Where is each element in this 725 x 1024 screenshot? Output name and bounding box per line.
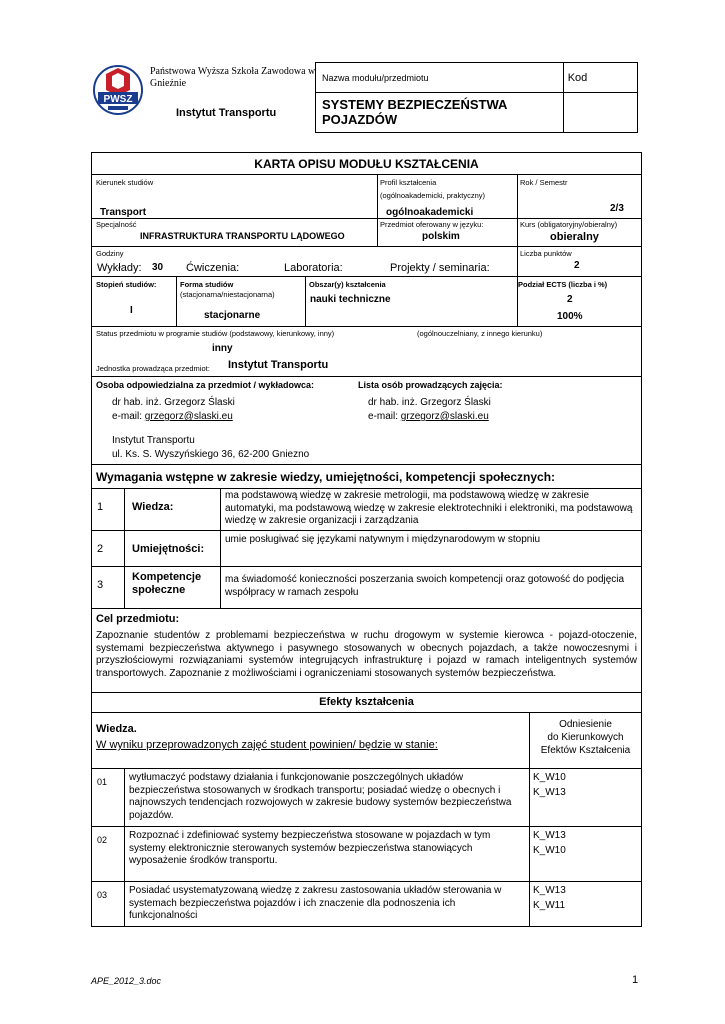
ref-line-3: Efektów Kształcenia <box>540 745 631 756</box>
requirements-title-row <box>92 465 641 489</box>
forma-value: stacjonarne <box>204 310 261 321</box>
effects-wiedza-sub: W wyniku przeprowadzonych zajęć student powinien/ będzie w stanie: <box>96 739 438 751</box>
godziny-row <box>92 247 641 277</box>
wyklady-label: Wykłady: <box>97 262 142 274</box>
effect-row-2 <box>92 827 641 882</box>
resp-email-label: e-mail: <box>112 411 143 422</box>
goal-row <box>92 609 641 693</box>
godziny-label: Godziny <box>96 249 124 258</box>
resp-email-link[interactable]: grzegorz@slaski.eu <box>144 411 233 422</box>
status-label-2: (ogólnouczelniany, z innego kierunku) <box>417 329 543 338</box>
jezyk-value: polskim <box>422 231 460 242</box>
requirement-row-1 <box>92 489 641 531</box>
requirement-row-3 <box>92 567 641 609</box>
goal-text: Zapoznanie studentów z problemami bezpieczeństwa w ruchu drogowym w systemie kierowca - pojazd-otoczenie, systemami bezpieczeństwa aktywnego i pasywnego stosowanych w obecnych pojazdach, a także nowoczesnymi i przyszłościowymi rozwiązaniami systemów integrujących infrastrukturę i pojazd w ramach inteligentnych systemów transportowych. Zapoznanie z możliwościami i ograniczeniami stosowanych systemów bezpieczeństwa. <box>96 630 637 679</box>
requirement-label: Wiedza: <box>132 501 174 513</box>
stopien-label: Stopień studiów: <box>96 280 157 289</box>
jezyk-label: Przedmiot oferowany w języku: <box>380 220 484 229</box>
requirement-label: Kompetencje społeczne <box>132 571 202 596</box>
stopien-row <box>92 277 641 327</box>
effect-num: 01 <box>97 777 108 787</box>
module-header-table <box>315 62 638 133</box>
effect-ref-2: K_W11 <box>533 900 566 911</box>
effect-text: wytłumaczyć podstawy działania i funkcjonowanie poszczególnych układów bezpieczeństwa stosowanych w środkach transportu; posiadać wiedzę o obecnych i najnowszych tendencjach rozwojowych w zakresie budowy systemów bezpieczeństwa pojazdów. <box>129 772 512 821</box>
kierunek-row <box>92 175 641 219</box>
footer-page-number: 1 <box>632 974 639 986</box>
effect-num: 03 <box>97 890 108 900</box>
goal-title: Cel przedmiotu: <box>96 613 180 625</box>
persons-row <box>92 377 641 465</box>
list-email-link[interactable]: grzegorz@slaski.eu <box>400 411 489 422</box>
requirement-num: 1 <box>97 501 104 513</box>
projekty-label: Projekty / seminaria: <box>390 262 490 274</box>
institute-name: Instytut Transportu <box>176 107 277 119</box>
jednostka-value: Instytut Transportu <box>228 359 329 371</box>
requirement-num: 2 <box>97 543 104 555</box>
list-email-line <box>368 411 489 422</box>
effect-text: Rozpoznać i zdefiniować systemy bezpieczeństwa stosowane w pojazdach w tym systemy elektronicznie sterowanych systemów bezpieczeństwa stanowiących wyposażenie środków transportu. <box>129 830 491 866</box>
card-title: KARTA OPISU MODUŁU KSZTAŁCENIA <box>254 157 479 171</box>
module-name-label: Nazwa modułu/przedmiotu <box>316 63 564 93</box>
obszar-label: Obszar(y) kształcenia <box>309 280 386 289</box>
punkty-value: 2 <box>574 260 580 271</box>
status-row <box>92 327 641 377</box>
specjalnosc-row <box>92 219 641 247</box>
jednostka-label: Jednostka prowadząca przedmiot: <box>96 364 210 373</box>
effects-header-row <box>92 713 641 769</box>
wyklady-value: 30 <box>152 262 164 273</box>
university-name: Państwowa Wyższa Szkoła Zawodowa w Gnieźnie <box>150 66 316 89</box>
effect-row-3 <box>92 882 641 926</box>
requirement-text: umie posługiwać się językami natywnym i międzynarodowym w stopniu <box>225 534 541 545</box>
code-label: Kod <box>563 63 637 93</box>
effect-ref-1: K_W10 <box>533 772 566 783</box>
effects-title: Efekty kształcenia <box>319 696 414 708</box>
rok-value: 2/3 <box>610 203 624 214</box>
ects-value: 2 <box>567 294 573 305</box>
list-email-label: e-mail: <box>368 411 399 422</box>
kierunek-label: Kierunek studiów <box>96 178 154 187</box>
list-name: dr hab. inż. Grzegorz Ślaski <box>368 397 491 408</box>
module-card <box>91 152 642 927</box>
university-logo <box>92 64 144 116</box>
status-label: Status przedmiotu w programie studiów (podstawowy, kierunkowy, inny) <box>96 329 335 338</box>
specjalnosc-label: Specjalność <box>96 220 137 229</box>
ref-line-2: do Kierunkowych <box>547 732 624 743</box>
address-line-1: Instytut Transportu <box>112 435 195 446</box>
effect-num: 02 <box>97 835 108 845</box>
profil-label-2: (ogólnoakademicki, praktyczny) <box>380 191 486 200</box>
requirement-text: ma świadomość konieczności poszerzania swoich kompetencji oraz gotowość do podjęcia współpracy w ramach zespołu <box>225 574 625 598</box>
logo-text: PWSZ <box>103 94 133 105</box>
stopien-value: I <box>130 305 133 316</box>
module-title: SYSTEMY BEZPIECZEŃSTWA POJAZDÓW <box>316 93 564 133</box>
kierunek-value: Transport <box>100 207 147 218</box>
address-line-2: ul. Ks. S. Wyszyńskiego 36, 62-200 Gniezno <box>112 449 310 460</box>
forma-label: Forma studiów <box>180 280 234 289</box>
profil-value: ogólnoakademicki <box>386 207 474 218</box>
requirement-row-2 <box>92 531 641 567</box>
status-value: inny <box>212 343 233 354</box>
cwiczenia-label: Ćwiczenia: <box>186 262 240 274</box>
effect-row-1 <box>92 769 641 827</box>
obszar-value: nauki techniczne <box>310 294 391 305</box>
requirement-text: ma podstawową wiedzę w zakresie metrologii, ma podstawową wiedzę w zakresie automatyki, ma podstawową wiedzę w zakresie elektrotechniki i elektroniki, ma podstawową wiedzę w zakresie organizacji i zarządzania <box>225 490 633 526</box>
resp-label: Osoba odpowiedzialna za przedmiot / wykładowca: <box>96 380 315 390</box>
card-title-row <box>92 153 641 175</box>
effect-text: Posiadać usystematyzowaną wiedzę z zakresu zastosowania układów sterowania w systemach bezpieczeństwa pojazdów i ich znaczenie dla podnoszenia ich funkcjonalności <box>129 885 502 921</box>
requirement-label: Umiejętności: <box>132 543 205 555</box>
header-left <box>92 62 314 132</box>
ref-line-1: Odniesienie <box>559 719 612 730</box>
requirement-num: 3 <box>97 579 104 591</box>
ects-label: Podział ECTS (liczba i %) <box>518 280 608 289</box>
rok-label: Rok / Semestr <box>520 178 568 187</box>
forma-label-2: (stacjonarna/niestacjonarna) <box>180 290 275 299</box>
resp-name: dr hab. inż. Grzegorz Ślaski <box>112 397 235 408</box>
kurs-value: obieralny <box>550 231 599 243</box>
effect-ref-2: K_W10 <box>533 845 566 856</box>
specjalnosc-value: INFRASTRUKTURA TRANSPORTU LĄDOWEGO <box>140 231 345 241</box>
kurs-label: Kurs (obligatoryjny/obieralny) <box>520 220 618 229</box>
effect-ref-1: K_W13 <box>533 830 566 841</box>
effect-ref-2: K_W13 <box>533 787 566 798</box>
ects-percent: 100% <box>557 311 583 322</box>
laboratoria-label: Laboratoria: <box>284 262 343 274</box>
resp-email-line <box>112 411 233 422</box>
punkty-label: Liczba punktów <box>520 249 572 258</box>
footer-filename: APE_2012_3.doc <box>91 976 162 986</box>
code-value <box>563 93 637 133</box>
requirements-title: Wymagania wstępne w zakresie wiedzy, umiejętności, kompetencji społecznych: <box>96 470 556 484</box>
list-label: Lista osób prowadzących zajęcia: <box>358 380 503 390</box>
effect-ref-1: K_W13 <box>533 885 566 896</box>
effects-wiedza-label: Wiedza. <box>96 723 137 735</box>
profil-label: Profil kształcenia <box>380 178 437 187</box>
effects-title-row <box>92 693 641 713</box>
